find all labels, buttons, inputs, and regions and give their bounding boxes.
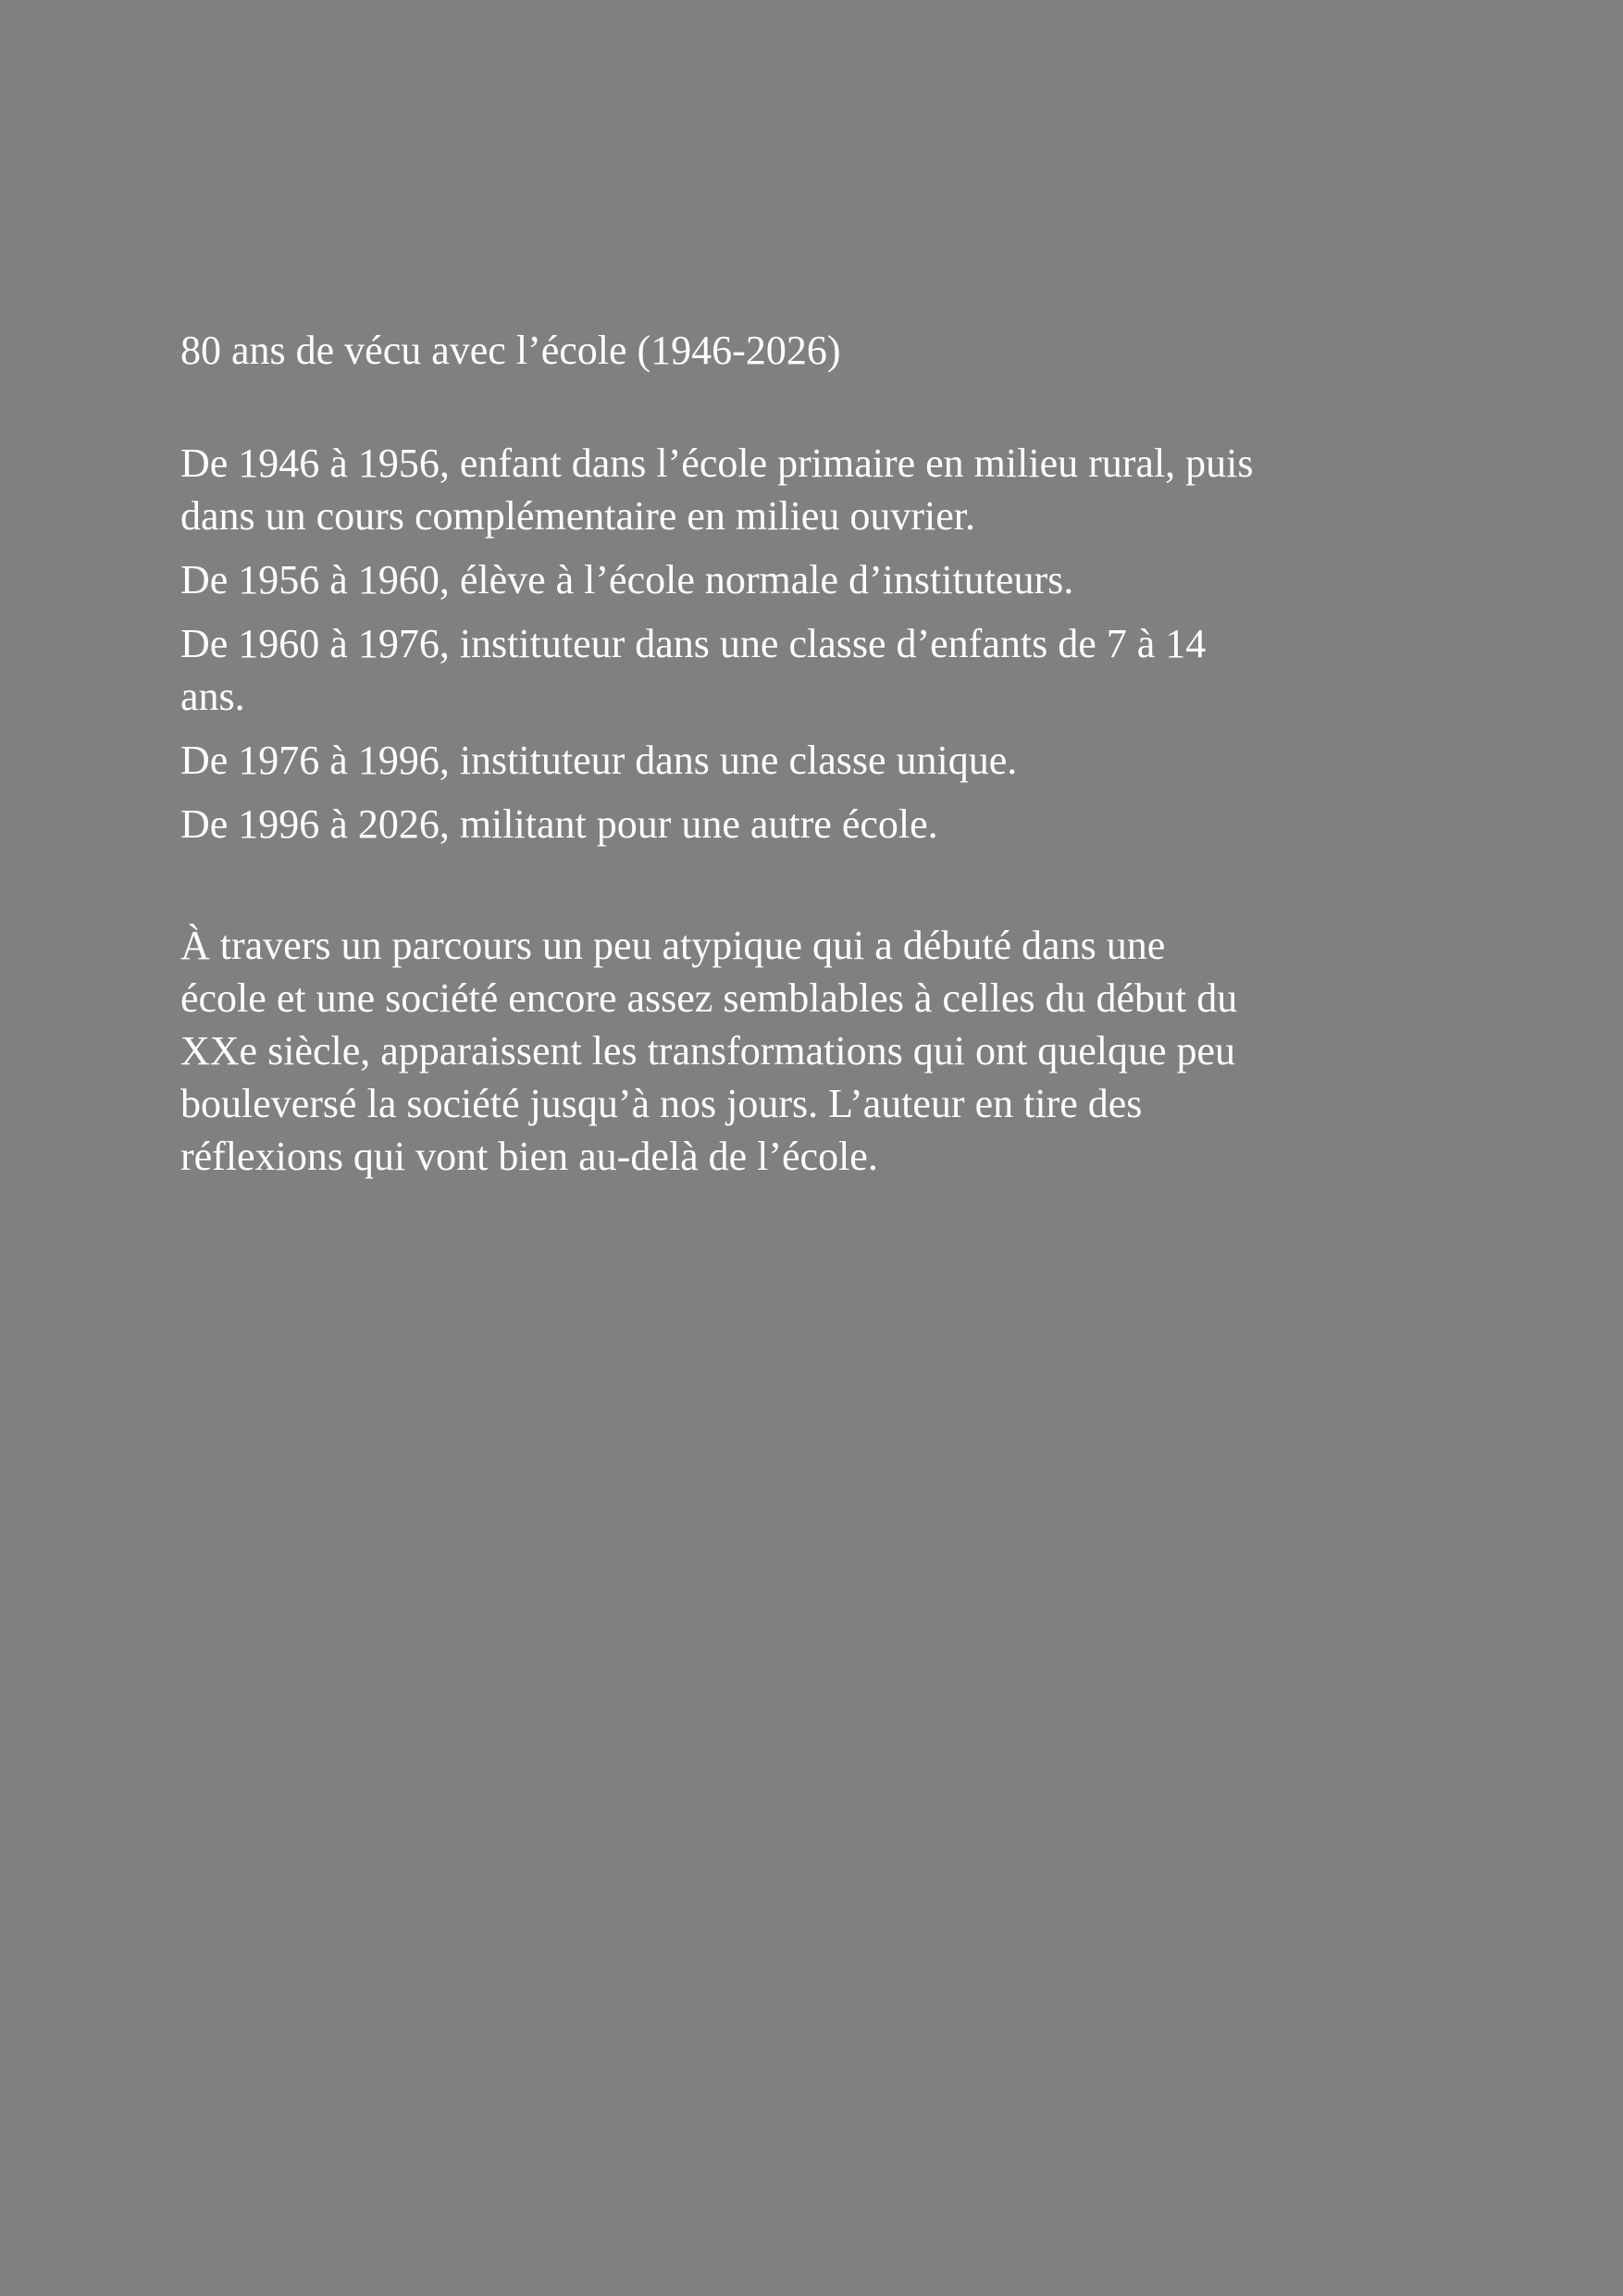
document-title: 80 ans de vécu avec l’école (1946-2026) [180, 328, 841, 373]
text-block [180, 324, 1272, 1183]
timeline-item-1956-1960: De 1956 à 1960, élève à l’école normale d’instituteurs. [180, 557, 1074, 602]
timeline-item-1976-1996: De 1976 à 1996, instituteur dans une classe unique. [180, 738, 1018, 783]
timeline-item-1960-1976: De 1960 à 1976, instituteur dans une classe d’enfants de 7 à 14 ans. [180, 621, 1207, 719]
summary-paragraph: À travers un parcours un peu atypique qui a débuté dans une école et une société encore assez semblables à celles du début du XXe siècle, apparaissent les transformations qui ont quelque peu bouleversé la société jusqu’à nos jours. L’auteur en tire des réflexions qui vont bien au-delà de l’école. [180, 923, 1238, 1179]
timeline-list [180, 437, 1272, 850]
timeline-item-1946-1956: De 1946 à 1956, enfant dans l’école primaire en milieu rural, puis dans un cours complémentaire en milieu ouvrier. [180, 441, 1254, 539]
timeline-item-1996-2026: De 1996 à 2026, militant pour une autre école. [180, 801, 938, 847]
